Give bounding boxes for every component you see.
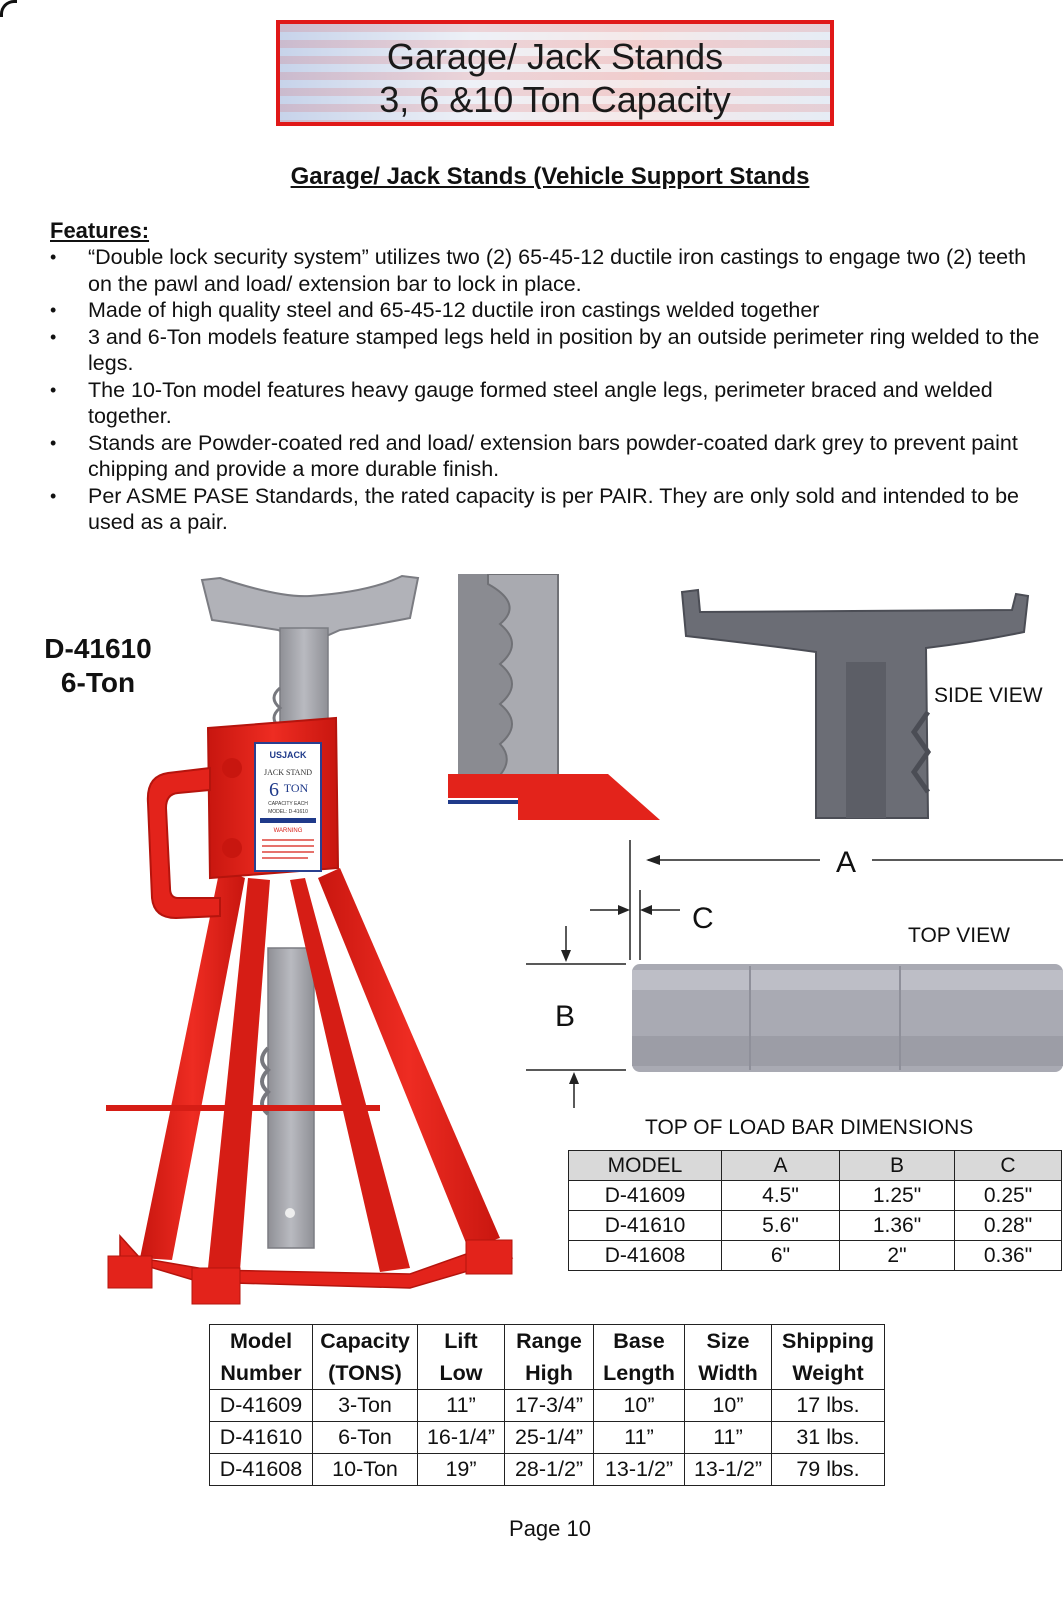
page-corner <box>0 0 17 17</box>
table-cell: 31 lbs. <box>772 1422 885 1454</box>
table-cell: 0.28" <box>955 1211 1062 1241</box>
table-row <box>210 1390 885 1422</box>
column-header <box>772 1325 885 1390</box>
teeth-closeup-photo <box>448 574 664 820</box>
table-cell: 17-3/4” <box>505 1390 594 1422</box>
column-header: B <box>840 1151 955 1181</box>
page-number: Page 10 <box>509 1516 591 1541</box>
table-cell: 4.5" <box>722 1181 840 1211</box>
banner-title-line1: Garage/ Jack Stands <box>386 36 724 77</box>
table-cell: 11” <box>594 1422 685 1454</box>
column-header: MODEL <box>569 1151 722 1181</box>
header-line: Range <box>516 1329 582 1353</box>
feature-item: • The 10-Ton model features heavy gauge formed steel angle legs, perimeter braced and welded together. <box>50 377 1050 430</box>
feature-item: • Per ASME PASE Standards, the rated capacity is per PAIR. They are only sold and intended to be used as a pair. <box>50 483 1050 536</box>
header-line: High <box>525 1361 573 1385</box>
column-header: C <box>955 1151 1062 1181</box>
sticker-warning: WARNING <box>273 828 303 834</box>
column-header: A <box>722 1151 840 1181</box>
title-banner <box>276 20 834 126</box>
specifications-table <box>209 1324 885 1486</box>
column-header <box>685 1325 772 1390</box>
header-line: Lift <box>444 1329 478 1353</box>
dimension-a-label: A <box>836 846 857 879</box>
product-model: D-41610 <box>44 633 152 664</box>
table-cell: 13-1/2” <box>594 1454 685 1486</box>
sticker-sub: CAPACITY EACH <box>268 801 308 807</box>
table-cell: D-41610 <box>569 1211 722 1241</box>
feature-item: • Stands are Powder-coated red and load/ extension bars powder-coated dark grey to prevent paint chipping and provide a more durable finish. <box>50 430 1050 483</box>
table-cell: 0.25" <box>955 1181 1062 1211</box>
table-cell: 28-1/2” <box>505 1454 594 1486</box>
table-cell: 3-Ton <box>313 1390 418 1422</box>
column-header <box>418 1325 505 1390</box>
table-cell: 1.36" <box>840 1211 955 1241</box>
sticker-unit: TON <box>283 781 309 795</box>
top-view-dimension-diagram <box>520 840 1063 1120</box>
feature-item: • Made of high quality steel and 65-45-12 ductile iron castings welded together <box>50 297 1050 324</box>
table-header-row <box>210 1325 885 1390</box>
table-cell: 11” <box>418 1390 505 1422</box>
table-row <box>569 1181 1062 1211</box>
table-cell: 79 lbs. <box>772 1454 885 1486</box>
table-cell: D-41609 <box>210 1390 313 1422</box>
column-header <box>594 1325 685 1390</box>
features-list <box>50 244 1050 536</box>
table-cell: 19” <box>418 1454 505 1486</box>
table-row <box>569 1211 1062 1241</box>
table-cell: 2" <box>840 1241 955 1271</box>
sticker-brand: USJACK <box>269 750 307 760</box>
feature-item: • 3 and 6-Ton models feature stamped legs held in position by an outside perimeter ring welded to the legs. <box>50 324 1050 377</box>
dimension-b-label: B <box>555 1000 576 1033</box>
table-cell: 10” <box>594 1390 685 1422</box>
banner-title-line2: 3, 6 &10 Ton Capacity <box>379 79 731 120</box>
header-line: Shipping <box>782 1329 874 1353</box>
table-cell: 0.36" <box>955 1241 1062 1271</box>
dimension-c-label: C <box>692 902 714 935</box>
dimensions-caption: TOP OF LOAD BAR DIMENSIONS <box>645 1116 974 1139</box>
header-line: Size <box>706 1329 750 1353</box>
sticker-title: JACK STAND <box>263 768 313 777</box>
table-cell: D-41608 <box>569 1241 722 1271</box>
feature-item: • “Double lock security system” utilizes two (2) 65-45-12 ductile iron castings to engage two (2) teeth on the pawl and load/ extension bar to lock in place. <box>50 244 1050 297</box>
table-cell: 6" <box>722 1241 840 1271</box>
header-line: (TONS) <box>328 1361 402 1385</box>
sticker-number: 6 <box>269 779 279 801</box>
table-cell: 6-Ton <box>313 1422 418 1454</box>
sticker-model: MODEL: D-41610 <box>268 809 308 815</box>
table-cell: 25-1/4” <box>505 1422 594 1454</box>
table-row <box>569 1241 1062 1271</box>
header-line: Capacity <box>320 1329 410 1353</box>
table-cell: 17 lbs. <box>772 1390 885 1422</box>
table-cell: 5.6" <box>722 1211 840 1241</box>
header-line: Model <box>229 1329 293 1353</box>
side-view-label: SIDE VIEW <box>934 684 1043 707</box>
top-view-label: TOP VIEW <box>908 924 1010 947</box>
table-header-row <box>569 1151 1062 1181</box>
header-line: Width <box>698 1361 758 1385</box>
table-row <box>210 1422 885 1454</box>
header-line: Low <box>439 1361 483 1385</box>
table-row <box>210 1454 885 1486</box>
header-line: Number <box>220 1361 302 1385</box>
product-capacity: 6-Ton <box>60 667 136 698</box>
table-cell: D-41610 <box>210 1422 313 1454</box>
header-line: Length <box>603 1361 675 1385</box>
table-cell: 1.25" <box>840 1181 955 1211</box>
table-cell: D-41608 <box>210 1454 313 1486</box>
table-cell: 16-1/4” <box>418 1422 505 1454</box>
table-cell: D-41609 <box>569 1181 722 1211</box>
load-bar-dimensions-table <box>568 1150 1062 1271</box>
header-line: Weight <box>792 1361 864 1385</box>
features-heading: Features: <box>50 218 150 243</box>
column-header <box>210 1325 313 1390</box>
table-cell: 10” <box>685 1390 772 1422</box>
header-line: Base <box>613 1329 665 1353</box>
column-header <box>313 1325 418 1390</box>
section-subtitle: Garage/ Jack Stands (Vehicle Support Stands <box>290 163 810 190</box>
table-cell: 10-Ton <box>313 1454 418 1486</box>
column-header <box>505 1325 594 1390</box>
table-cell: 11” <box>685 1422 772 1454</box>
table-cell: 13-1/2” <box>685 1454 772 1486</box>
